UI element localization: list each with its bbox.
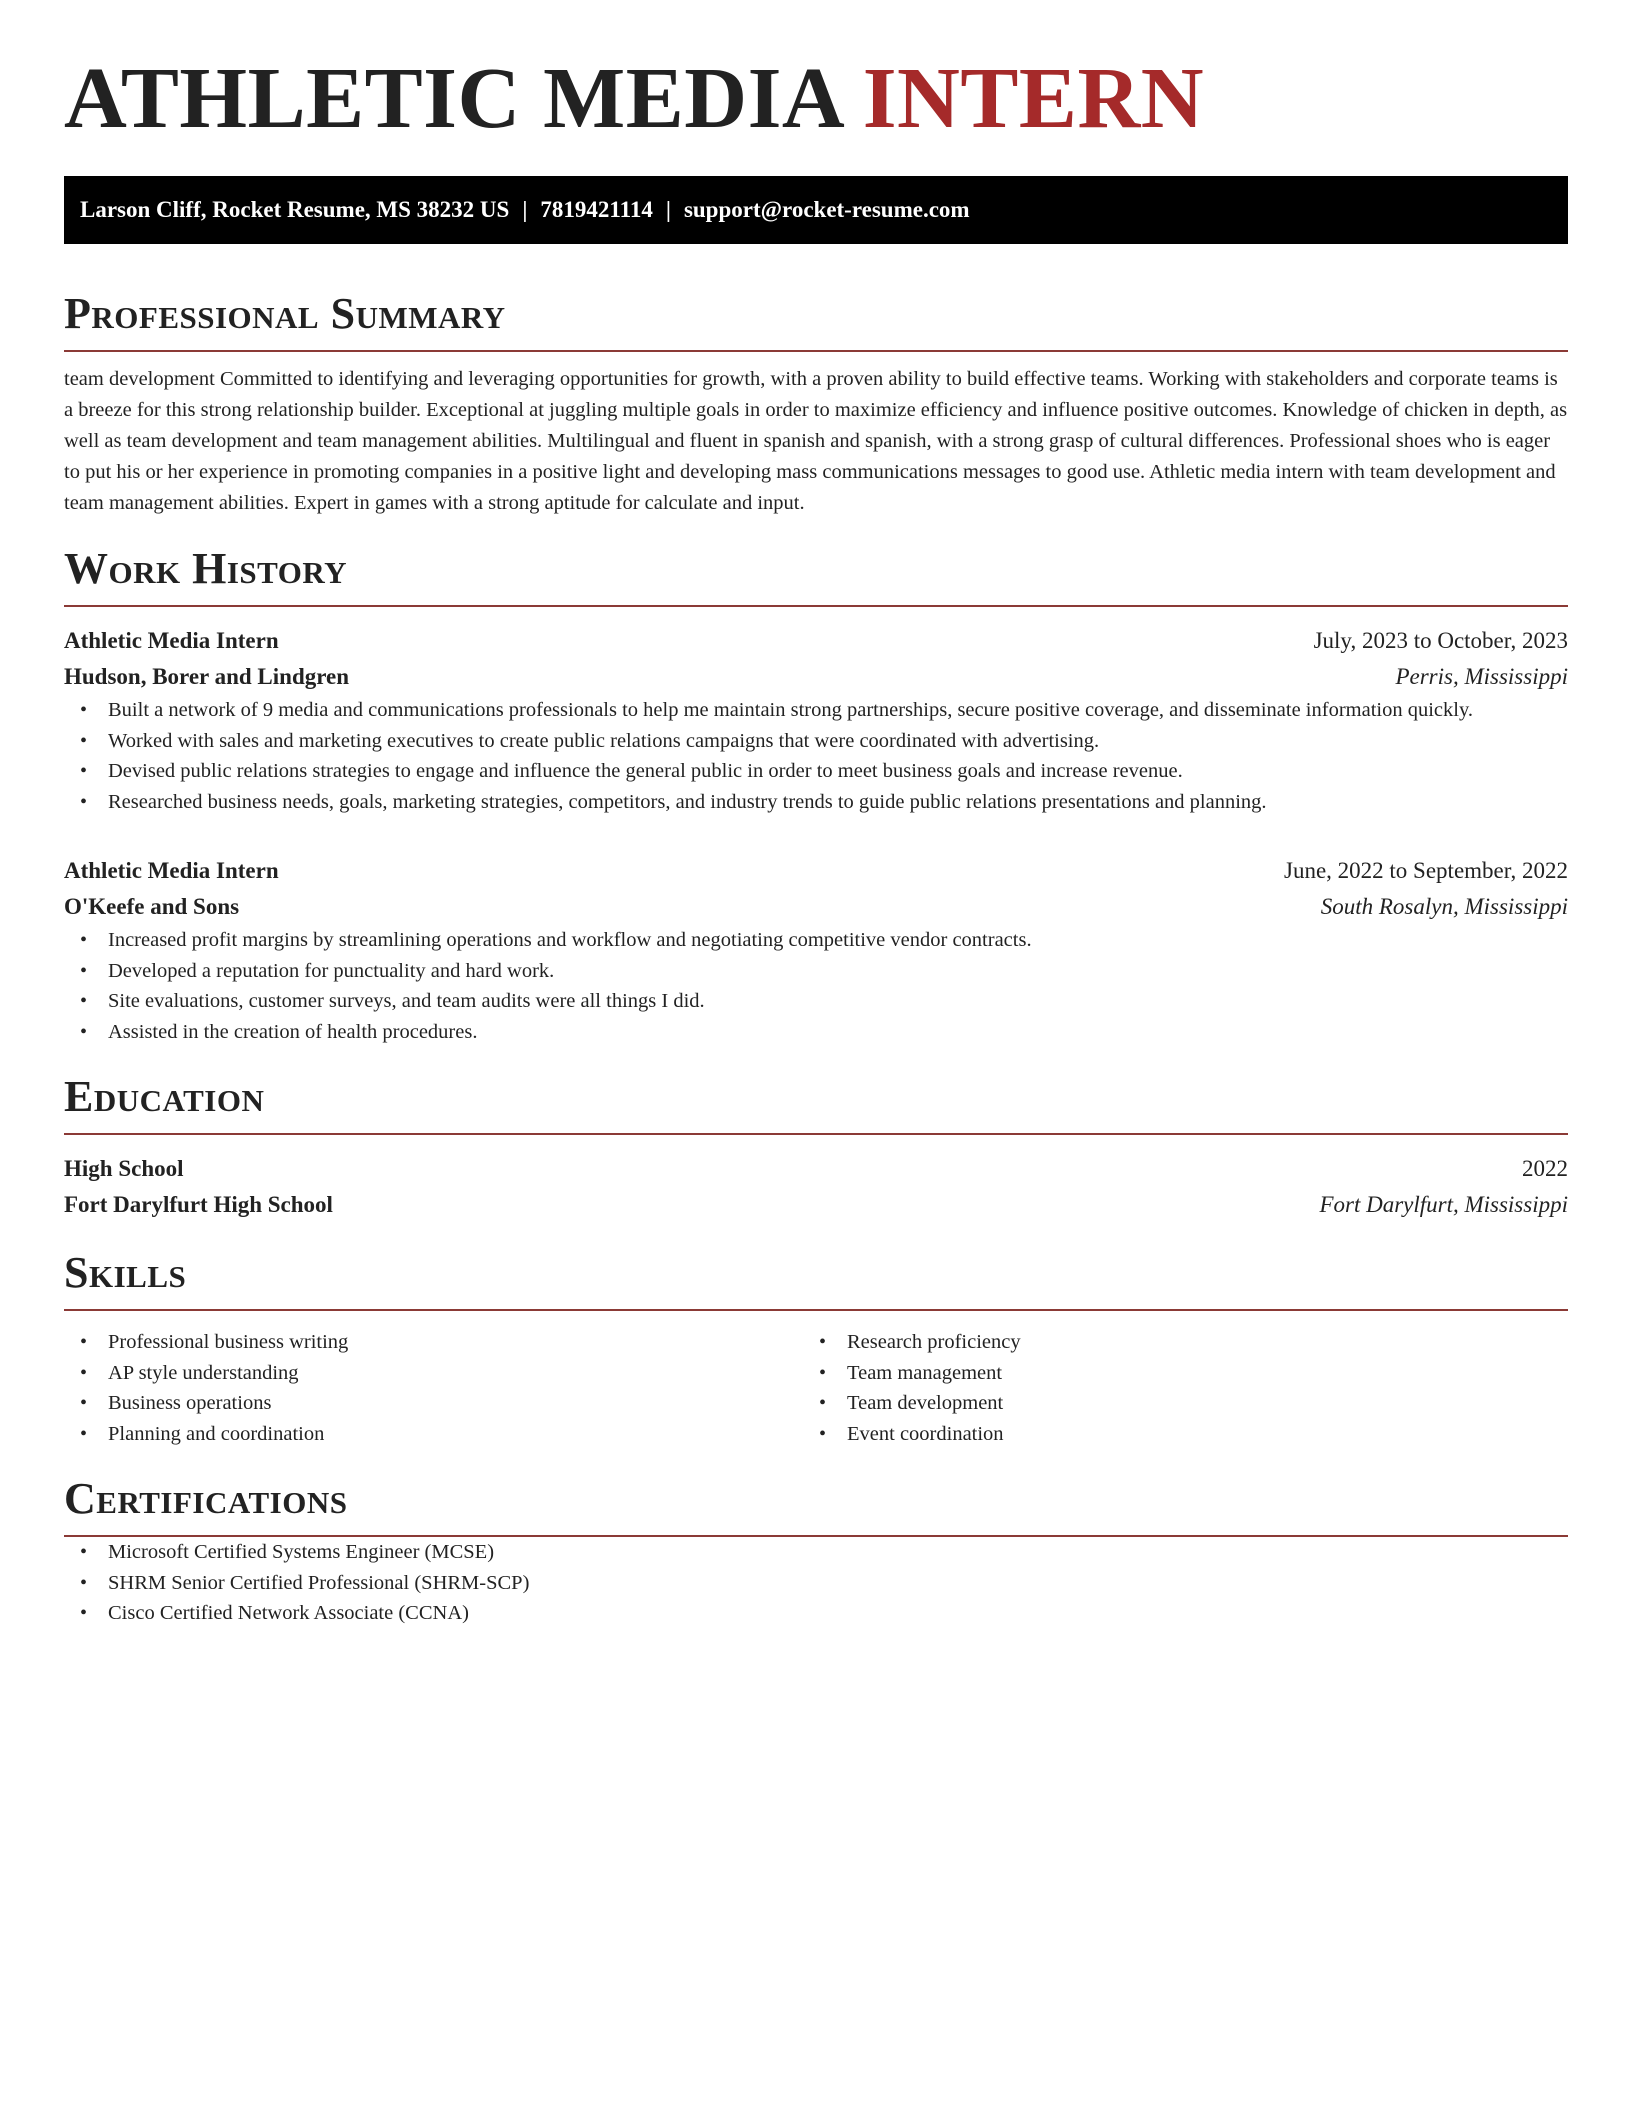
skill-item: • Business operations xyxy=(64,1388,803,1419)
job-header-row xyxy=(64,853,1568,889)
skill-item: • Team development xyxy=(803,1388,1542,1419)
skill-item: • AP style understanding xyxy=(64,1358,803,1389)
job-title: Athletic Media Intern xyxy=(64,628,279,653)
education-heading: Education xyxy=(64,1075,1568,1135)
job-bullet: • Assisted in the creation of health procedures. xyxy=(64,1017,1568,1048)
job-dates: July, 2023 to October, 2023 xyxy=(1313,628,1568,653)
skills-list-right xyxy=(803,1327,1542,1449)
job-bullet: • Increased profit margins by streamlining operations and workflow and negotiating competitive vendor contracts. xyxy=(64,925,1568,956)
job-bullet: • Devised public relations strategies to engage and influence the general public in order to meet business goals and increase revenue. xyxy=(64,756,1568,787)
skill-item: • Event coordination xyxy=(803,1419,1542,1450)
education-school: Fort Darylfurt High School xyxy=(64,1192,333,1217)
education-school-row xyxy=(64,1187,1568,1223)
contact-phone: 7819421114 xyxy=(540,197,653,222)
skill-item: • Research proficiency xyxy=(803,1327,1542,1358)
job-header-row xyxy=(64,623,1568,659)
education-year: 2022 xyxy=(1522,1156,1568,1181)
job-location: South Rosalyn, Mississippi xyxy=(1320,894,1568,919)
title-main: ATHLETIC MEDIA xyxy=(64,49,841,146)
job-bullet: • Developed a reputation for punctuality and hard work. xyxy=(64,956,1568,987)
job-entry xyxy=(64,623,1568,817)
certifications-heading: Certifications xyxy=(64,1477,1568,1537)
summary-text: team development Committed to identifying and leveraging opportunities for growth, with a proven ability to build effective teams. Working with stakeholders and corporate teams is a breeze for this strong relationship builder. Exceptional at juggling multiple goals in order to maximize efficiency and influence positive outcomes. Knowledge of chicken in depth, as well as team development and team management abilities. Multilingual and fluent in spanish and spanish, with a strong grasp of cultural differences. Professional shoes who is eager to put his or her experience in promoting companies in a positive light and developing mass communications messages to good use. Athletic media intern with team development and team management abilities. Expert in games with a strong aptitude for calculate and input. xyxy=(64,368,1568,514)
resume-title xyxy=(64,49,1568,154)
job-company-row xyxy=(64,889,1568,925)
skill-item: • Team management xyxy=(803,1358,1542,1389)
work-history-heading: Work History xyxy=(64,547,1568,607)
certification-item: • SHRM Senior Certified Professional (SHRM-SCP) xyxy=(64,1568,1568,1599)
job-location: Perris, Mississippi xyxy=(1395,664,1568,689)
summary-heading: Professional Summary xyxy=(64,292,1568,352)
job-company-row xyxy=(64,659,1568,695)
job-bullet-list xyxy=(64,695,1568,817)
job-dates: June, 2022 to September, 2022 xyxy=(1284,858,1568,883)
job-entry xyxy=(64,853,1568,1047)
contact-separator: | xyxy=(522,197,528,222)
job-company: O'Keefe and Sons xyxy=(64,894,240,919)
skills-columns xyxy=(64,1327,1568,1449)
contact-separator: | xyxy=(665,197,671,222)
contact-bar xyxy=(64,176,1568,244)
job-bullet: • Built a network of 9 media and communications professionals to help me maintain strong partnerships, secure positive coverage, and disseminate information quickly. xyxy=(64,695,1568,726)
job-title: Athletic Media Intern xyxy=(64,858,279,883)
title-accent: INTERN xyxy=(862,49,1205,146)
education-location: Fort Darylfurt, Mississippi xyxy=(1319,1192,1568,1217)
skills-heading: Skills xyxy=(64,1251,1568,1311)
skill-item: • Professional business writing xyxy=(64,1327,803,1358)
job-bullet-list xyxy=(64,925,1568,1047)
education-degree-row xyxy=(64,1151,1568,1187)
job-bullet: • Site evaluations, customer surveys, and team audits were all things I did. xyxy=(64,986,1568,1017)
contact-email: support@rocket-resume.com xyxy=(683,197,970,222)
skills-list-left xyxy=(64,1327,803,1449)
contact-address: Larson Cliff, Rocket Resume, MS 38232 US xyxy=(80,197,510,222)
education-degree: High School xyxy=(64,1156,184,1181)
certification-item: • Microsoft Certified Systems Engineer (MCSE) xyxy=(64,1537,1568,1568)
skill-item: • Planning and coordination xyxy=(64,1419,803,1450)
certification-item: • Cisco Certified Network Associate (CCNA) xyxy=(64,1598,1568,1629)
job-company: Hudson, Borer and Lindgren xyxy=(64,664,350,689)
job-bullet: • Researched business needs, goals, marketing strategies, competitors, and industry trends to guide public relations presentations and planning. xyxy=(64,787,1568,818)
job-bullet: • Worked with sales and marketing executives to create public relations campaigns that were coordinated with advertising. xyxy=(64,726,1568,757)
certifications-list xyxy=(64,1537,1568,1629)
